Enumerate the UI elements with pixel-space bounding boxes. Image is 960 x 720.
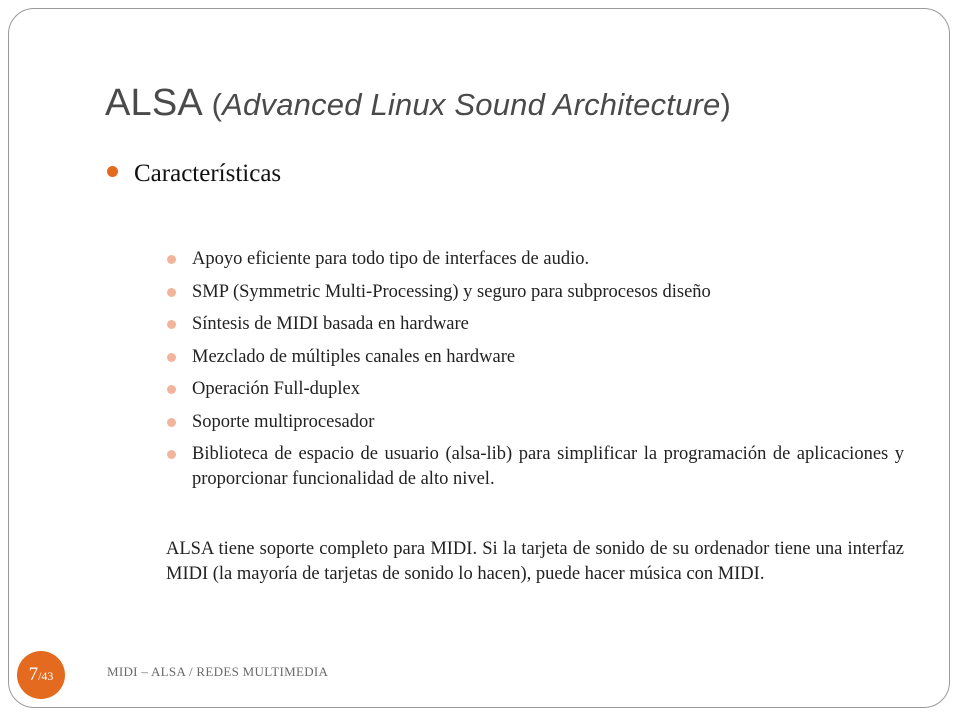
list-item: Mezclado de múltiples canales en hardware xyxy=(166,345,904,370)
title-main: ALSA xyxy=(105,82,201,124)
bullet-dot-icon xyxy=(167,255,176,264)
bullet-dot-icon xyxy=(167,450,176,459)
slide-footer: MIDI – ALSA / REDES MULTIMEDIA xyxy=(107,664,329,679)
title-subtitle: (Advanced Linux Sound Architecture) xyxy=(211,87,732,122)
bullet-dot-icon xyxy=(167,418,176,427)
bullet-dot-icon xyxy=(167,288,176,297)
list-item: Biblioteca de espacio de usuario (alsa-lib) para simplificar la programación de aplicaciones y proporcionar funcionalidad de alto nivel. xyxy=(166,442,904,492)
list-item: Soporte multiprocesador xyxy=(166,410,904,435)
page-number: 7 xyxy=(28,664,39,685)
slide-title xyxy=(105,82,731,125)
bullet-dot-icon xyxy=(167,320,176,329)
bullet-dot-icon xyxy=(167,385,176,394)
midi-paragraph: ALSA tiene soporte completo para MIDI. Si la tarjeta de sonido de su ordenador tiene una interfaz MIDI (la mayoría de tarjetas de sonido lo hacen), puede hacer música con MIDI. xyxy=(166,539,904,584)
feature-list xyxy=(166,247,904,500)
list-item: Síntesis de MIDI basada en hardware xyxy=(166,312,904,337)
list-item: Apoyo eficiente para todo tipo de interfaces de audio. xyxy=(166,247,904,272)
title-subtitle-text: Advanced Linux Sound Architecture xyxy=(222,87,721,122)
list-item: SMP (Symmetric Multi-Processing) y seguro para subprocesos diseño xyxy=(166,280,904,305)
level1-bullet xyxy=(107,160,281,188)
bullet-dot-icon xyxy=(107,166,118,177)
page-number-badge xyxy=(17,651,65,699)
page-total: /43 xyxy=(38,669,54,683)
heading-text: Características xyxy=(134,160,282,187)
list-item: Operación Full-duplex xyxy=(166,377,904,402)
bullet-dot-icon xyxy=(167,353,176,362)
